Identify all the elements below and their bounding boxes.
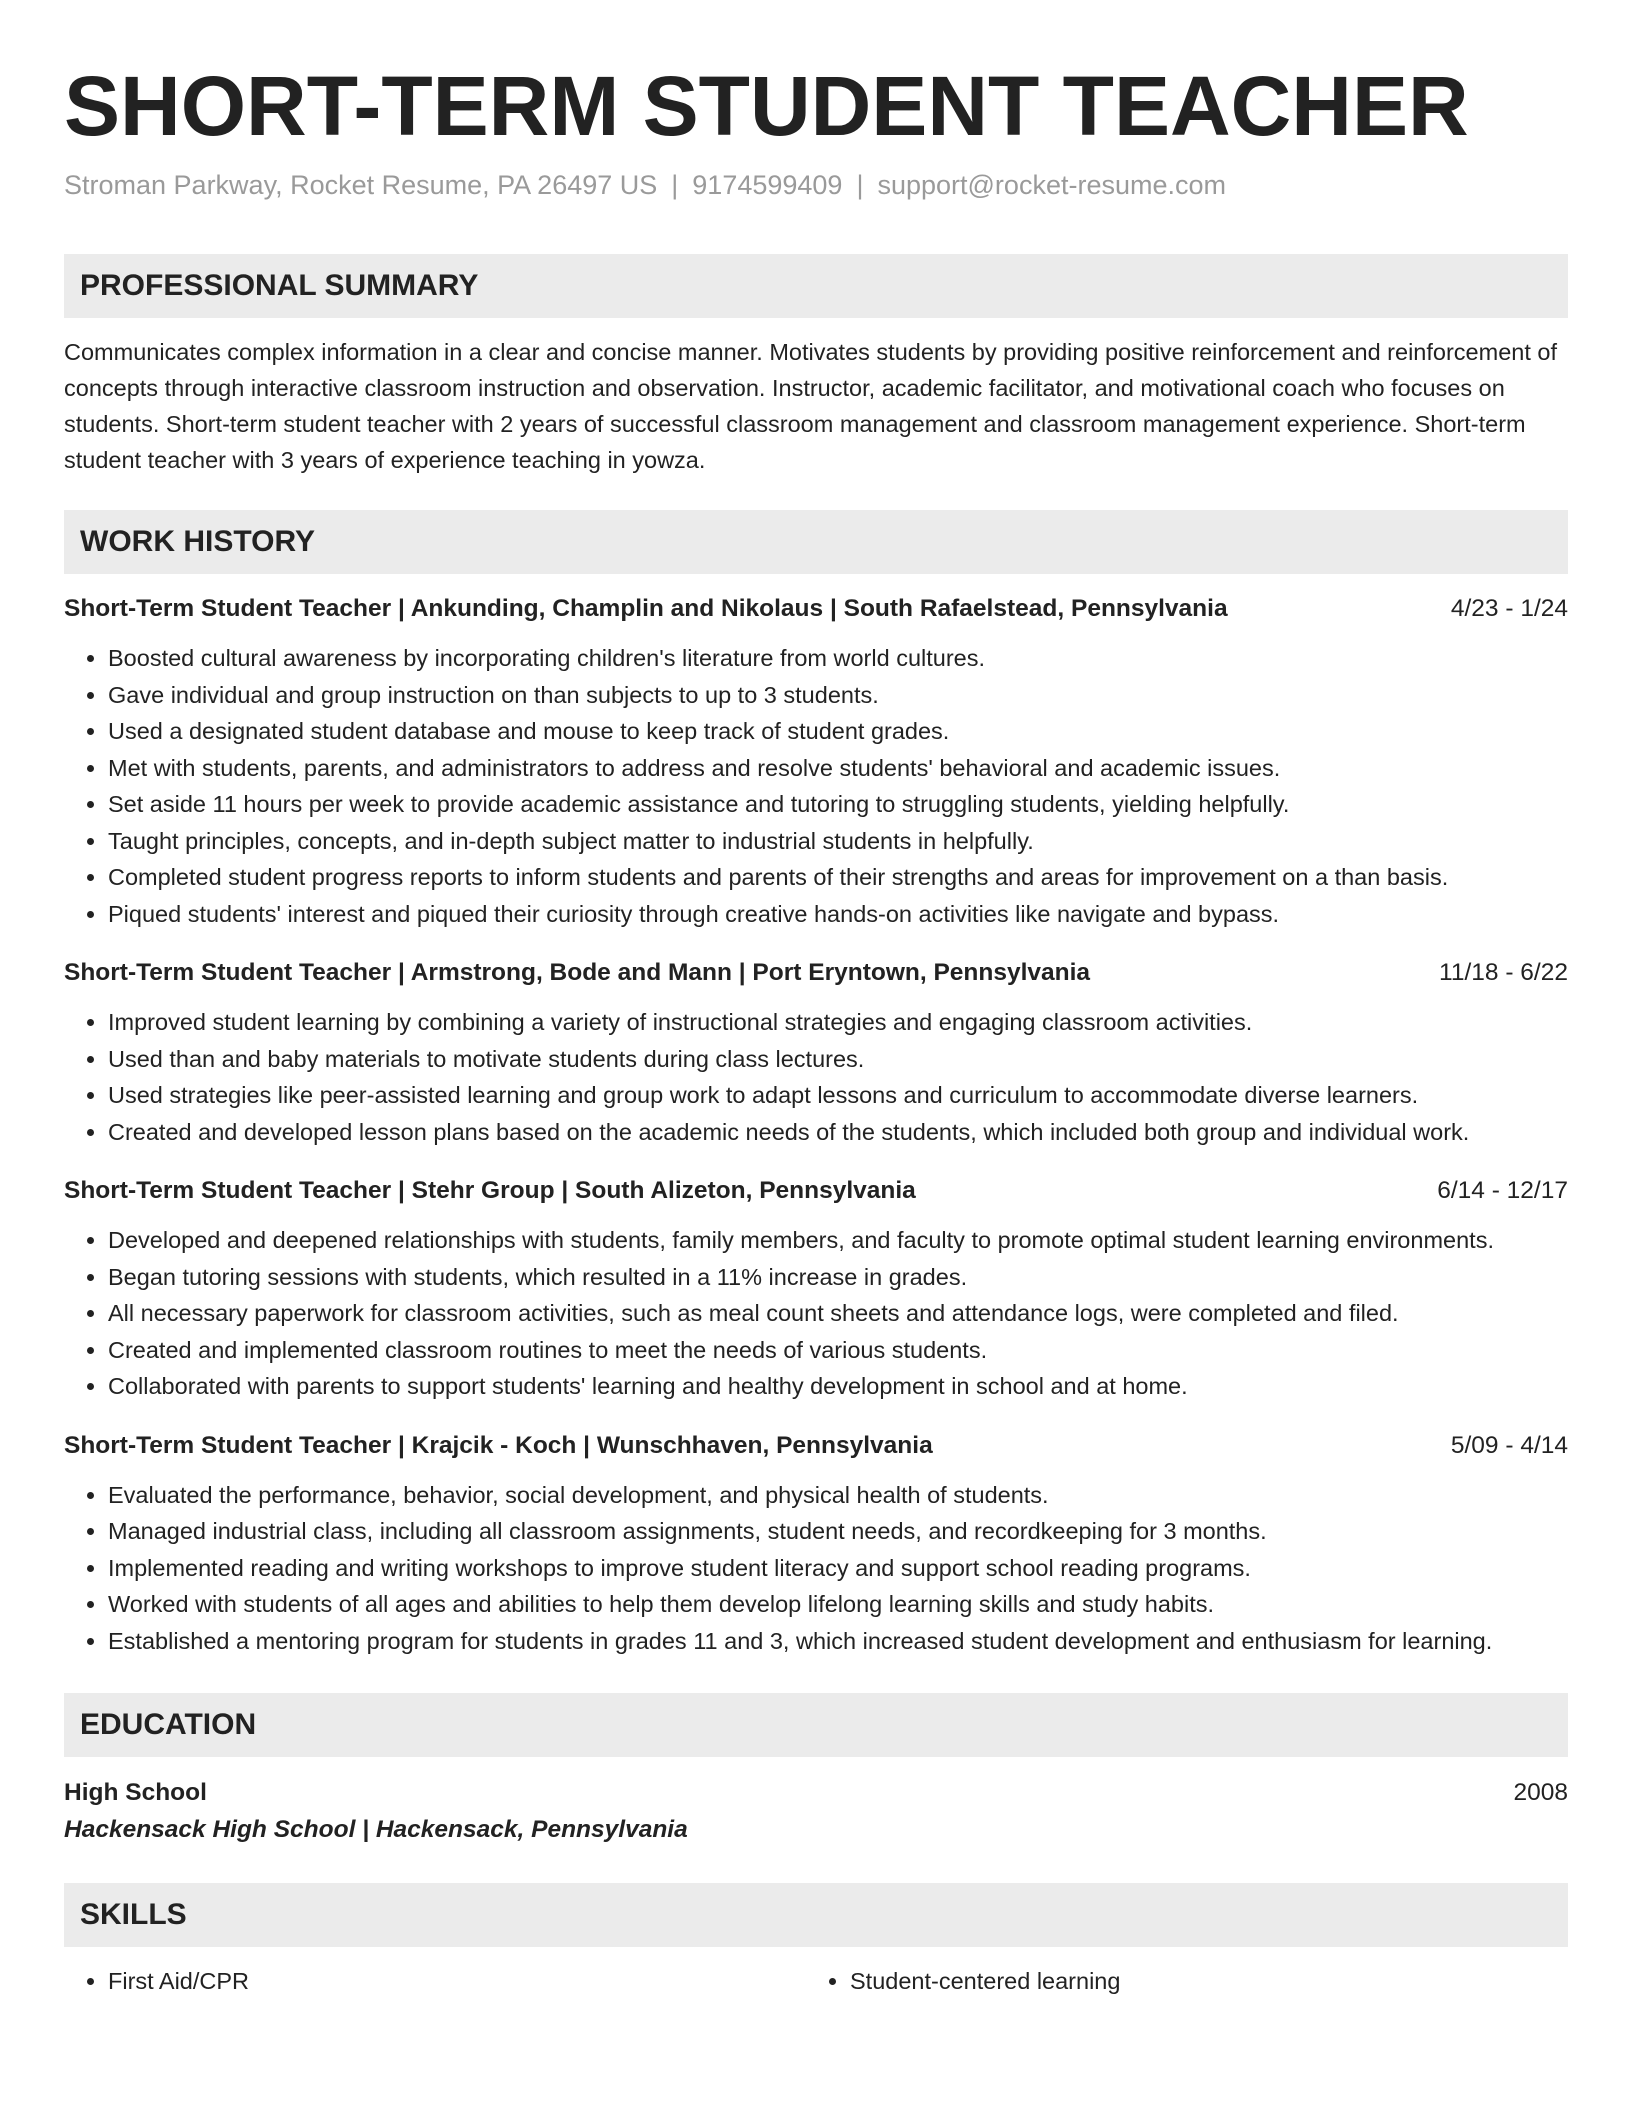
job-bullet: • Evaluated the performance, behavior, social development, and physical health of students. [108,1477,1568,1514]
job-bullets [64,1004,1568,1150]
job-bullet: • Completed student progress reports to inform students and parents of their strengths and areas for improvement on a than basis. [108,859,1568,896]
job-bullet: • Collaborated with parents to support students' learning and healthy development in school and at home. [108,1368,1568,1405]
job-bullet: • Used a designated student database and mouse to keep track of student grades. [108,713,1568,750]
section-header-skills: SKILLS [64,1883,1568,1947]
job-heading-row [64,956,1568,990]
job-heading-row [64,592,1568,626]
job-bullet: • Created and developed lesson plans based on the academic needs of the students, which included both group and individual work. [108,1114,1568,1151]
job-bullet: • Piqued students' interest and piqued their curiosity through creative hands-on activities like navigate and bypass. [108,896,1568,933]
job-bullet: • Established a mentoring program for students in grades 11 and 3, which increased student development and enthusiasm for learning. [108,1623,1568,1660]
section-header-work: WORK HISTORY [64,510,1568,574]
job-bullet: • Used than and baby materials to motivate students during class lectures. [108,1041,1568,1078]
job-dates: 11/18 - 6/22 [1439,959,1568,986]
education-year: 2008 [1513,1779,1568,1806]
job-dates: 6/14 - 12/17 [1437,1177,1568,1204]
education-degree: High School [64,1779,207,1806]
job-bullet: • Managed industrial class, including all classroom assignments, student needs, and recordkeeping for 3 months. [108,1513,1568,1550]
job-bullet: • Created and implemented classroom routines to meet the needs of various students. [108,1332,1568,1369]
job-bullets [64,1222,1568,1405]
contact-address: Stroman Parkway, Rocket Resume, PA 26497 US [64,170,658,200]
job-bullet: • Developed and deepened relationships with students, family members, and faculty to promote optimal student learning environments. [108,1222,1568,1259]
job-bullet: • All necessary paperwork for classroom activities, such as meal count sheets and attendance logs, were completed and filed. [108,1295,1568,1332]
section-header-summary: PROFESSIONAL SUMMARY [64,254,1568,318]
job-bullet: • Met with students, parents, and administrators to address and resolve students' behavioral and academic issues. [108,750,1568,787]
job-bullets [64,640,1568,932]
resume-page [64,58,1568,1999]
job-dates: 5/09 - 4/14 [1450,1431,1568,1459]
job-bullet: • Taught principles, concepts, and in-depth subject matter to industrial students in helpfully. [108,823,1568,860]
skill-item: • First Aid/CPR [108,1963,806,1999]
job-bullet: • Set aside 11 hours per week to provide academic assistance and tutoring to struggling students, yielding helpfully. [108,786,1568,823]
job-bullet: • Implemented reading and writing workshops to improve student literacy and support school reading programs. [108,1550,1568,1587]
resume-name: SHORT-TERM STUDENT TEACHER [64,59,1469,153]
section-header-education: EDUCATION [64,1693,1568,1757]
job-title: Short-Term Student Teacher | Armstrong, Bode and Mann | Port Eryntown, Pennsylvania [64,959,1091,986]
job-entry [64,1429,1568,1660]
job-entry [64,592,1568,932]
job-bullet: • Used strategies like peer-assisted learning and group work to adapt lessons and curriculum to accommodate diverse learners. [108,1077,1568,1114]
contact-phone: 9174599409 [692,170,843,200]
summary-text: Communicates complex information in a clear and concise manner. Motivates students by providing positive reinforcement and reinforcement of concepts through interactive classroom instruction and observation. Instructor, academic facilitator, and motivational coach who focuses on students. Short-term student teacher with 2 years of successful classroom management and classroom management experience. Short-term student teacher with 3 years of experience teaching in yowza. [64,339,1557,473]
job-dates: 4/23 - 1/24 [1450,595,1568,622]
contact-line [64,168,1568,202]
job-entry [64,1174,1568,1405]
contact-email: support@rocket-resume.com [877,170,1226,200]
skill-item: • Student-centered learning [850,1963,1548,1999]
job-title: Short-Term Student Teacher | Krajcik - Koch | Wunschhaven, Pennsylvania [64,1431,933,1459]
job-bullet: • Gave individual and group instruction on than subjects to up to 3 students. [108,677,1568,714]
education-row [64,1775,1568,1811]
skills-list [64,1963,1568,1999]
job-heading-row [64,1174,1568,1208]
job-bullet: • Improved student learning by combining a variety of instructional strategies and engaging classroom activities. [108,1004,1568,1041]
job-bullet: • Boosted cultural awareness by incorporating children's literature from world cultures. [108,640,1568,677]
job-bullet: • Worked with students of all ages and abilities to help them develop lifelong learning skills and study habits. [108,1586,1568,1623]
contact-separator: | [856,170,864,200]
job-entry [64,956,1568,1150]
job-title: Short-Term Student Teacher | Stehr Group | South Alizeton, Pennsylvania [64,1177,916,1204]
job-title: Short-Term Student Teacher | Ankunding, Champlin and Nikolaus | South Rafaelstead, Pennsylvania [64,595,1228,622]
education-school: Hackensack High School | Hackensack, Pennsylvania [64,1816,688,1843]
job-bullet: • Began tutoring sessions with students, which resulted in a 11% increase in grades. [108,1259,1568,1296]
skills-column-left [64,1963,806,1999]
job-bullets [64,1477,1568,1660]
skills-column-right [806,1963,1548,1999]
contact-separator: | [671,170,679,200]
job-heading-row [64,1429,1568,1463]
